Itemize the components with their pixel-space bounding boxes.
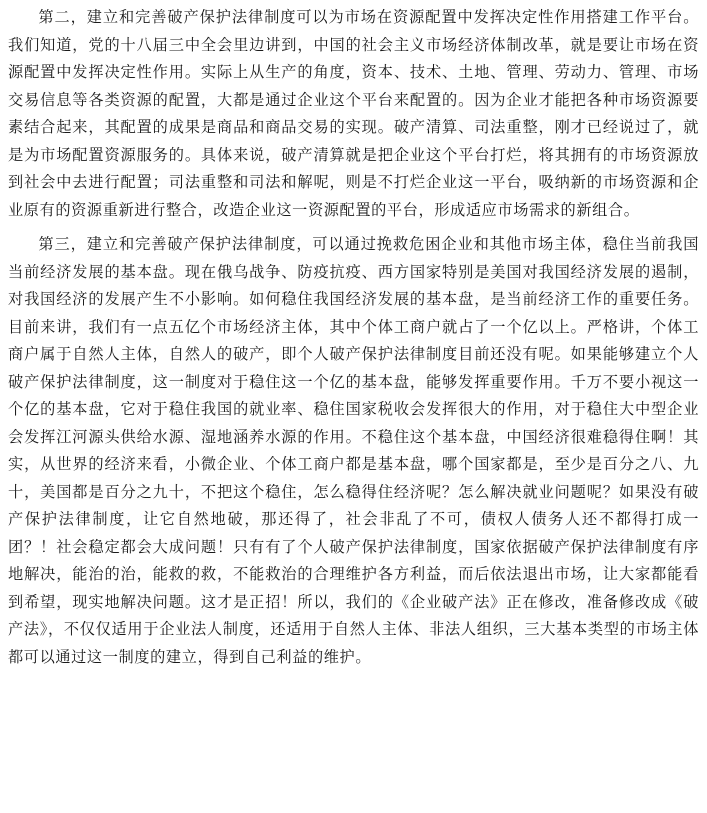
paragraph-third-point: 第三，建立和完善破产保护法律制度，可以通过挽救危困企业和其他市场主体，稳住当前我国当前经济发展的基本盘。现在俄乌战争、防疫抗疫、西方国家特别是美国对我国经济发展的遏制，对我国经济的发展产生不小影响。如何稳住我国经济发展的基本盘，是当前经济工作的重要任务。目前来讲，我们有一点五亿个市场经济主体，其中个体工商户就占了一个亿以上。严格讲，个体工商户属于自然人主体，自然人的破产，即个人破产保护法律制度目前还没有呢。如果能够建立个人破产保护法律制度，这一制度对于稳住这一个亿的基本盘，能够发挥重要作用。千万不要小视这一个亿的基本盘，它对于稳住我国的就业率、稳住国家税收会发挥很大的作用，对于稳住大中型企业会发挥江河源头供给水源、湿地涵养水源的作用。不稳住这个基本盘，中国经济很难稳得住啊！其实，从世界的经济来看，小微企业、个体工商户都是基本盘，哪个国家都是，至少是百分之八、九十，美国都是百分之九十，不把这个稳住，怎么稳得住经济呢？怎么解决就业问题呢？如果没有破产保护法律制度，让它自然地破，那还得了，社会非乱了不可，债权人债务人还不都得打成一团？！社会稳定都会大成问题！只有有了个人破产保护法律制度，国家依据破产保护法律制度有序地解决，能治的治，能救的救，不能救治的合理维护各方利益，而后依法退出市场，让大家都能看到希望，现实地解决问题。这才是正招！所以，我们的《企业破产法》正在修改，准备修改成《破产法》，不仅仅适用于企业法人制度，还适用于自然人主体、非法人组织，三大基本类型的市场主体都可以通过这一制度的建立，得到自己利益的维护。 xyxy=(8,235,699,666)
paragraph-second-point: 第二，建立和完善破产保护法律制度可以为市场在资源配置中发挥决定性作用搭建工作平台。我们知道，党的十八届三中全会里边讲到，中国的社会主义市场经济体制改革，就是要让市场在资源配置中发挥决定性作用。实际上从生产的角度，资本、技术、土地、管理、劳动力、管理、市场交易信息等各类资源的配置，大都是通过企业这个平台来配置的。因为企业才能把各种市场资源要素结合起来，其配置的成果是商品和商品交易的实现。破产清算、司法重整，刚才已经说过了，就是为市场配置资源服务的。具体来说，破产清算就是把企业这个平台打烂，将其拥有的市场资源放到社会中去进行配置；司法重整和司法和解呢，则是不打烂企业这一平台，吸纳新的市场资源和企业原有的资源重新进行整合，改造企业这一资源配置的平台，形成适应市场需求的新组合。 xyxy=(8,8,699,219)
